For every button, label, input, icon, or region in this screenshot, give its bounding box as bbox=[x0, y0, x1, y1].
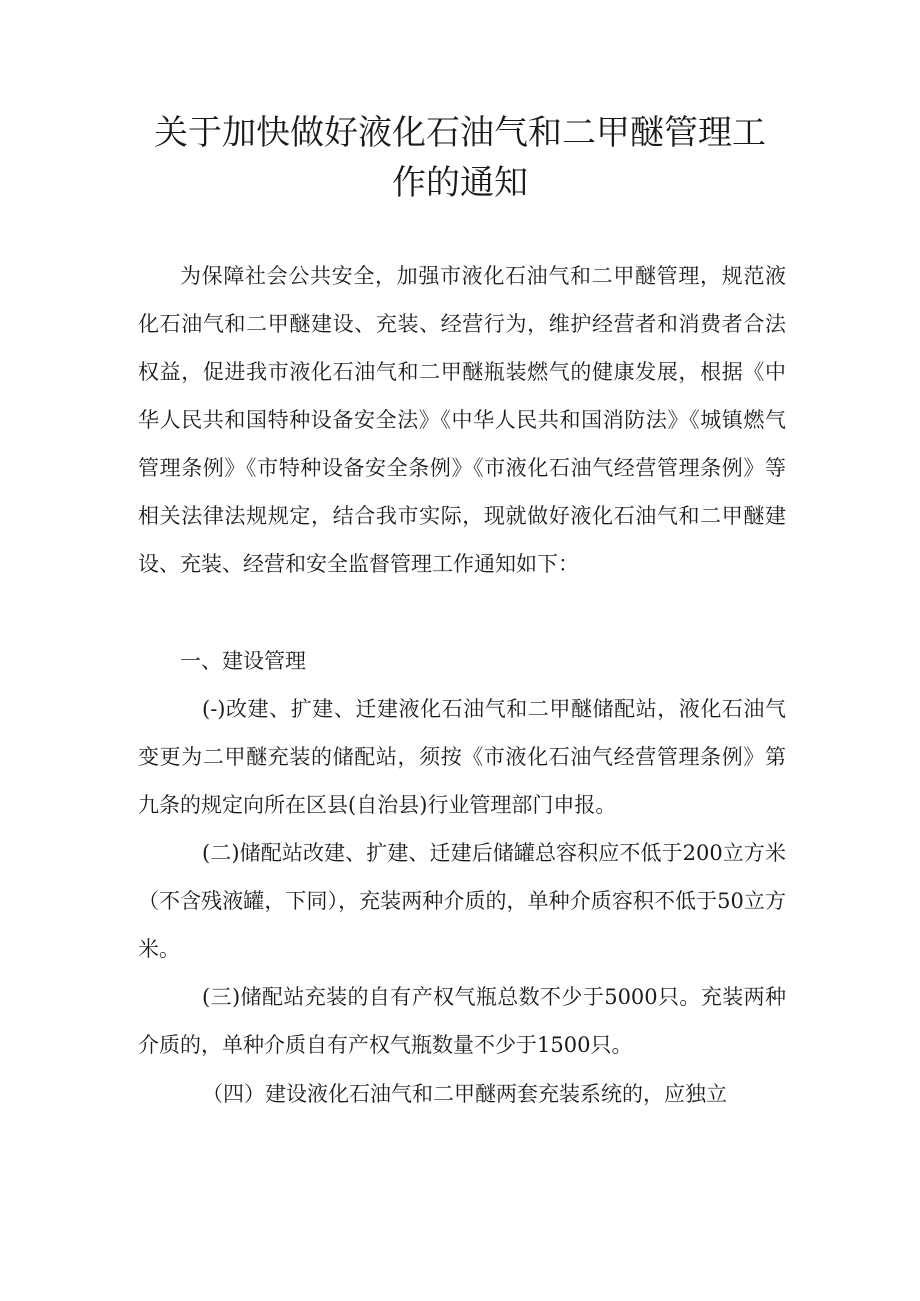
item-2-paragraph: (二)储配站改建、扩建、迁建后储罐总容积应不低于200立方米（不含残液罐，下同），充装两种介质的，单种介质容积不低于50立方米。 bbox=[138, 841, 786, 961]
intro-paragraph: 为保障社会公共安全，加强市液化石油气和二甲醚管理，规范液化石油气和二甲醚建设、充装、经营行为，维护经营者和消费者合法权益，促进我市液化石油气和二甲醚瓶装燃气的健康发展，根据《中华人民共和国特种设备安全法》《中华人民共和国消防法》《城镇燃气管理条例》《市特种设备安全条例》《市液化石油气经营管理条例》等相关法律法规规定，结合我市实际，现就做好液化石油气和二甲醚建设、充装、经营和安全监督管理工作通知如下： bbox=[138, 264, 786, 576]
item-1-paragraph: (-)改建、扩建、迁建液化石油气和二甲醚储配站，液化石油气变更为二甲醚充装的储配站，须按《市液化石油气经营管理条例》第九条的规定向所在区县(自治县)行业管理部门申报。 bbox=[138, 697, 786, 817]
title-line-2: 作的通知 bbox=[392, 163, 528, 203]
section-heading-construction: 一、建设管理 bbox=[180, 649, 306, 673]
item-4-paragraph: （四）建设液化石油气和二甲醚两套充装系统的，应独立 bbox=[202, 1082, 727, 1106]
item-3-paragraph: (三)储配站充装的自有产权气瓶总数不少于5000只。充装两种介质的，单种介质自有产权气瓶数量不少于1500只。 bbox=[138, 985, 786, 1057]
document-title bbox=[140, 108, 780, 208]
title-line-1: 关于加快做好液化石油气和二甲醚管理工 bbox=[154, 113, 766, 153]
